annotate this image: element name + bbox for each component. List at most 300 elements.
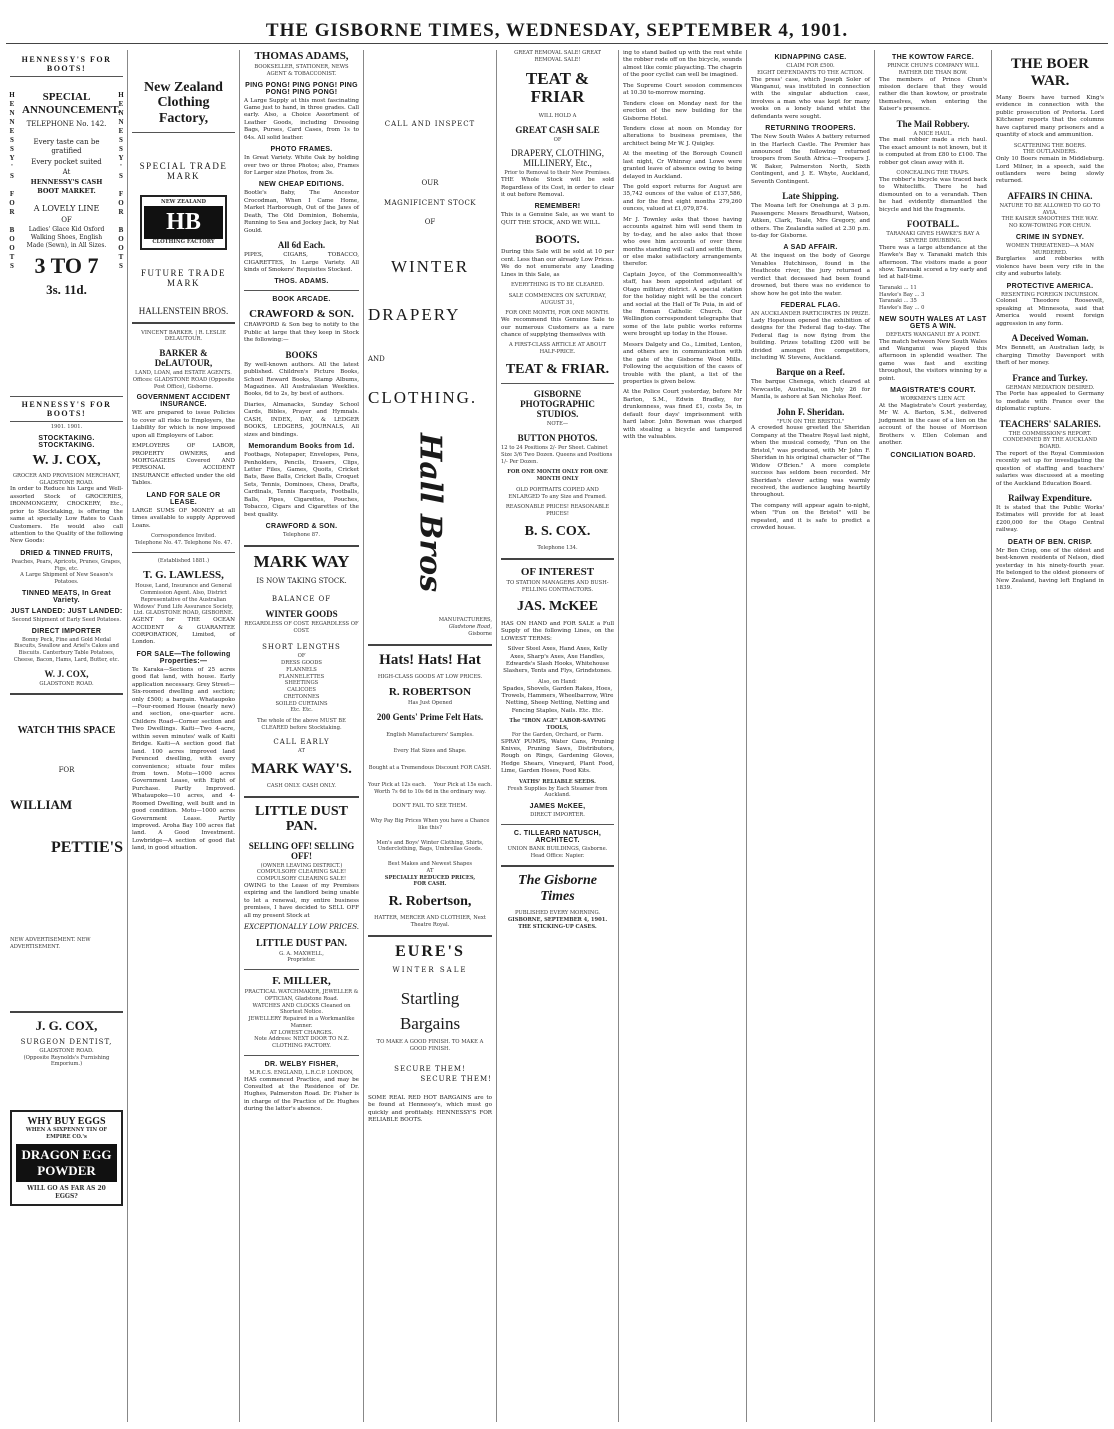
concealing-body: The robber's bicycle was traced back to Whitecliffs. There he had dismounted on to a verandah. Then he had evidently dismantled the bicycle and hid the fragments. xyxy=(879,176,987,213)
eggs-line-2: WHEN A SIXPENNY TIN OF EMPIRE CO.'s xyxy=(25,1127,108,1140)
score-line-3: Taranaki ... 35 xyxy=(879,298,917,305)
our-label: OUR xyxy=(421,179,439,188)
federal-flag: FEDERAL FLAG. xyxy=(780,302,841,309)
potatoes-shipment: A Large Shipment of New Season's Potatoes. xyxy=(20,572,113,586)
at-label-4: AT xyxy=(426,867,434,874)
goods-list-item: SHEETINGS xyxy=(284,680,319,687)
special-trade-mark: SPECIAL TRADE MARK xyxy=(139,161,228,182)
no-kowtowing: NO KOW-TOWING FOR CHUN. xyxy=(1008,223,1092,230)
deceived-body: Mrs Bennett, an Australian lady, is charging Timothy Davenport with theft of her money. xyxy=(996,345,1104,367)
winter-goods: WINTER GOODS xyxy=(265,609,338,620)
condemned-board: CONDEMNED BY THE AUCKLAND BOARD. xyxy=(1002,437,1098,451)
jewellery-repair: JEWELLERY Repaired in a Workmanlike Manner. xyxy=(248,1016,355,1029)
robbery-body: The mail robber made a rich haul. The exact amount is not known, but it is computed at from £80 to £100. The robber got clean away with it. xyxy=(879,137,987,166)
logo-top-text: NEW ZEALAND xyxy=(160,199,206,206)
william-label: WILLIAM xyxy=(10,796,73,812)
bought-discount: Bought at a Tremendous Discount FOR CASH. xyxy=(368,765,492,771)
john-sheridan: John F. Sheridan. xyxy=(776,406,845,417)
at-label: At xyxy=(62,168,71,177)
thomas-adams: THOMAS ADAMS, xyxy=(254,50,349,62)
of-label: OF xyxy=(424,218,436,227)
score-line-2: Hawke's Bay ... 3 xyxy=(879,291,925,298)
future-trade-mark: FUTURE TRADE MARK xyxy=(140,267,227,288)
dentist-address: GLADSTONE ROAD. xyxy=(39,1047,94,1054)
sad-affair: A SAD AFFAIR. xyxy=(783,244,838,252)
also-list: Spades, Shovels, Garden Rakes, Hoes, Trowels, Hammers, Wheelbarrow, Wire Netting, Sheep Netting, Netting and Fencing Staples, Nails. Etc. Etc. xyxy=(501,685,614,714)
federal-flag-body: Lady Hopetoun opened the exhibition of designs for the Federal flag to-day. The Federal flag is now flying from the building. Prizes totalling £200 will be divided amongst five competitors, including W. Stevens, Auckland. xyxy=(751,317,870,361)
taranaki-drubbing: TARANAKI GIVES HAWKE'S BAY A SEVERE DRUBBING. xyxy=(886,231,980,244)
railway-body: It is stated that the Public Works' Estimates will provide for at least £200,000 for the Otago Central railway. xyxy=(996,505,1104,534)
natusch-architect: C. TILLEARD NATUSCH, ARCHITECT. xyxy=(513,829,602,844)
iron-age: The "IRON AGE" LABOR-SAVING TOOLS, xyxy=(509,718,606,732)
pick-price-b: Your Pick at 15s each. xyxy=(433,781,492,788)
cox-name: W. J. COX, xyxy=(32,452,101,468)
mckee-body: HAS ON HAND and FOR SALE a Full Supply of the following Lines, on the LOWEST TERMS: xyxy=(501,620,614,642)
secure-them-2: SECURE THEM! xyxy=(420,1075,492,1084)
bs-cox: B. S. COX. xyxy=(524,523,591,539)
crime-sydney: CRIME IN SYDNEY. xyxy=(1015,233,1085,241)
kidnapping-case: KIDNAPPING CASE. xyxy=(774,54,847,61)
clothing-label: CLOTHING. xyxy=(368,387,478,407)
of-label-2: OF xyxy=(297,653,306,660)
photo-frames-body: In Great Variety. White Oak by holding over two or three Photos; also, Frames for Larger size Photos, from 3s. xyxy=(244,155,359,176)
hennessy-banner-bottom: HENNESSY'S FOR BOOTS! xyxy=(10,396,123,422)
maxwell-proprietor: Proprietor. xyxy=(287,957,316,964)
regardless-of-cost: REGARDLESS OF COST. REGARDLESS OF COST. xyxy=(244,621,359,635)
books-body: By well-known authors. All the latest published. Children's Picture Books, School Reward Books, Stamp Albums, Magazines. All Australasian Weeklies. Books, 6d to 2s, by best of authors. xyxy=(244,361,359,398)
best-makes: Best Makes and Newest Shapes xyxy=(387,861,473,867)
concealing-traps: CONCEALING THE TRAPS. xyxy=(896,170,970,177)
hall-bros-brand: Hall Bros xyxy=(412,432,448,592)
boots-heading: BOOTS. xyxy=(535,232,580,247)
railway-expenditure: Railway Expenditure. xyxy=(1008,493,1092,503)
boer-body: Many Boers have turned King's evidence in connection with the public prosecution of Pretoria. Lord Kitchener reports that the columns have captured many prisoners and a quantity of stock and ammunition. xyxy=(996,95,1104,139)
just-landed: JUST LANDED: JUST LANDED: xyxy=(10,607,123,615)
genuine-sale: This is a Genuine Sale, as we want to QUIT THE STOCK, AND WE WILL. xyxy=(501,212,614,226)
of-interest-sub: TO STATION MANAGERS AND BUSH-FELLING CONTRACTORS. xyxy=(506,579,609,593)
lawless-name: T. G. LAWLESS, xyxy=(143,569,224,582)
short-lengths: SHORT LENGTHS xyxy=(262,642,341,651)
robertson-subtitle: HATTER, MERCER AND CLOTHIER, Next Theatre Royal. xyxy=(374,915,486,929)
score-line-4: Hawke's Bay ... 0 xyxy=(879,305,925,312)
miller-subtitle: PRACTICAL WATCHMAKER, JEWELLER & OPTICIAN, Gladstone Road. xyxy=(244,989,359,1002)
taste-line-2: Every pocket suited xyxy=(31,157,102,166)
cox-subtitle: GROCER AND PROVISION MERCHANT, GLADSTONE ROAD. xyxy=(12,472,121,486)
france-turkey: France and Turkey. xyxy=(1012,372,1088,383)
button-photos: BUTTON PHOTOS. xyxy=(517,433,598,444)
teachers-salaries: TEACHERS' SALARIES. xyxy=(999,418,1101,429)
column-9 xyxy=(992,50,1108,1422)
deceived-woman: A Deceived Woman. xyxy=(1011,333,1089,344)
hennessy-vertical-left: HENNESSY'S FOR BOOTS xyxy=(8,91,16,271)
news-item-2: The Supreme Court session commences at 10.30 to-morrow morning. xyxy=(623,82,742,97)
outlanders-body: Only 10 Boers remain in Middleburg. Lord Milner, in a speech, said the outlanders were being slowly returned. xyxy=(996,156,1104,185)
just-opened: Has Just Opened xyxy=(407,699,453,706)
at-mark: AT xyxy=(298,747,305,754)
selling-off: SELLING OFF! SELLING OFF! xyxy=(248,840,355,861)
logo-bottom-text: CLOTHING FACTORY xyxy=(152,238,215,245)
seed-potatoes: Second Shipment of Early Seed Potatoes. xyxy=(11,616,122,623)
photo-studios: GISBORNE PHOTOGRAPHIC STUDIOS. xyxy=(520,389,595,420)
compulsory-sale: COMPULSORY CLEARING SALE! COMPULSORY CLEARING SALE! xyxy=(256,869,347,883)
news-item-1: ing to stand bailed up with the rest while the robber rode off on the bicycle, sounds almost like comic playacting. The chagrin of the poor cyclist can well be imagined. xyxy=(623,50,742,79)
money-available: LARGE SUMS OF MONEY at all times available to supply Approved Loans. xyxy=(132,507,235,529)
mark-way-subtitle: IS NOW TAKING STOCK. xyxy=(256,577,347,586)
direct-importer-body: Bonny Peck, Fine and Gold Medal Biscuits, Swallow and Ariel's Cakes and Biscuits. Canterbury Table Potatoes, Cheese, Bacon, Hams, Lard, Butter, etc. xyxy=(13,636,120,663)
score-line-1: Taranaki ... 11 xyxy=(879,284,917,291)
goods-list-item: DRESS GOODS xyxy=(281,660,322,666)
cox-signature: W. J. COX, xyxy=(44,668,89,679)
nice-haul: A NICE HAUL. xyxy=(913,130,953,137)
correspondence: Correspondence Invited. xyxy=(150,533,217,540)
news-item-7: Mr J. Townley asks that those having accounts against him will send them in by to-day, and he also asks that those who owe him accounts of over three months standing will call and settle them, or else make satisfactory arrangements therefor. xyxy=(623,216,743,268)
news-item-6: The gold export returns for August are 35,742 ounces of the value of £137,586, and for the first eight months 279,260 ounces, valued at £1,079,874. xyxy=(623,184,742,213)
teat-friar-2: TEAT & FRIAR. xyxy=(505,361,610,377)
hennessy-banner-top: HENNESSY'S FOR BOOTS! xyxy=(10,55,123,77)
mens-clothing: Men's and Boys' Winter Clothing, Shirts, Underclothing, Bags, Umbrellas Goods. xyxy=(376,839,484,853)
news-item-5: At the meeting of the Borough Council last night, Cr Whinray and Lowe were granted leave of absence owing to being delayed in Auckland. xyxy=(623,151,742,180)
dont-fail: DON'T FAIL TO SEE THEM. xyxy=(392,803,468,810)
kidnapping-body: The press' case, which Joseph Soler of Wanganui, was instituted in connection with the singular abduction case, involves a man who was kept for many weeks on a lonely island whilst the defendants were sought. xyxy=(751,76,870,120)
crawford-list: Diaries, Almanacks, Sunday School Cards, Bibles, Prayer and Hymnals. CASH, INDEX, DAY, & LEDGER BOOKS, LEDGERS, JOURNALS, All sizes and bindings. xyxy=(244,401,359,438)
mark-ways: MARK WAY'S. xyxy=(251,760,352,777)
accident-insurance: GOVERNMENT ACCIDENT INSURANCE. xyxy=(136,394,231,409)
crawford-signature: CRAWFORD & SON. xyxy=(265,523,338,530)
federal-flag-sub: AN AUCKLANDER PARTICIPATES IN PRIZE. xyxy=(751,311,870,317)
winter-label: WINTER xyxy=(390,256,470,276)
winter-sale: WINTER SALE xyxy=(392,966,468,975)
high-class-goods: HIGH-CLASS GOODS AT LOW PRICES. xyxy=(377,674,483,680)
magnificent-stock: MAGNIFICENT STOCK xyxy=(383,198,477,207)
new-advertisement: NEW ADVERTISEMENT. NEW ADVERTISEMENT. xyxy=(10,937,91,950)
will-hold: WILL HOLD A xyxy=(538,112,577,119)
hennessy-telephone: TELEPHONE No. 142. xyxy=(26,120,107,129)
special-announcement: SPECIAL ANNOUNCEMENT. xyxy=(22,91,121,116)
boer-war: THE BOER WAR. xyxy=(1011,56,1089,89)
kaiser-smoothes: THE KAISER SMOOTHES THE WAY. xyxy=(1001,216,1099,223)
lowest-charges: AT LOWEST CHARGES. xyxy=(269,1029,334,1036)
reliable-seeds: VATHS' RELIABLE SEEDS. xyxy=(519,778,596,785)
nsw-win: NEW SOUTH WALES AT LAST GETS A WIN. xyxy=(879,315,987,330)
bs-cox-telephone: Telephone 134. xyxy=(537,545,578,552)
miller-address: Note Address: NEXT DOOR TO N.Z. CLOTHING FACTORY. xyxy=(254,1036,349,1050)
ping-pong: PING PONG! PING PONG! PING PONG! PING PONG! xyxy=(245,81,358,96)
direct-importer-5: DIRECT IMPORTER. xyxy=(530,812,585,819)
for-label: FOR xyxy=(58,766,75,775)
watch-this-space: WATCH THIS SPACE xyxy=(17,725,116,737)
boots-body: During this Sale will be sold at 10 per cent. Less than our already Low Prices. We do not enumerate any Leading Lines in this Sale, as xyxy=(501,249,614,278)
nsw-body: The match between New South Wales and Wanganui was played this afternoon in splendid weather. The game was fast and exciting throughout, the visitors winning by a point. xyxy=(879,338,987,382)
photo-frames: PHOTO FRAMES. xyxy=(270,146,333,154)
pettie-label: PETTIE'S xyxy=(50,838,123,856)
scattering-boers: SCATTERING THE BOERS. xyxy=(1013,142,1087,149)
spray-pumps: SPRAY PUMPS, Water Cans, Pruning Knives, Pruning Saws, Distributors, Rough on Rings, Gardening Gloves, Hedge Shears, Vineyard, Plant Food, Lime, Garden Hoses, Food Kits. xyxy=(501,738,614,775)
book-arcade: BOOK ARCADE. xyxy=(272,296,331,304)
goods-list-item: FLANNELS xyxy=(286,666,317,673)
mark-way: MARK WAY xyxy=(253,551,350,571)
cox-signature-address: GLADSTONE ROAD. xyxy=(39,680,94,687)
great-cash-sale: GREAT CASH SALE xyxy=(515,124,600,135)
iron-age-sub: For the Garden, Orchard, or Farm. xyxy=(511,731,604,738)
worth-label: Worth 7s 6d to 10s 6d in the ordinary way. xyxy=(374,788,486,795)
crime-body: Burglaries and robberies with violence have been very rife in the city and suburbs lately. xyxy=(996,256,1104,278)
great-removal-sale: GREAT REMOVAL SALE! GREAT REMOVAL SALE! xyxy=(514,50,601,63)
mckee-list: Silver Steel Axes, Hand Axes, Kelly Axes, Sharp's Axes, Axe Handles, Edwards's Slash Hooks, Whitehouse Slashers, Tents and Flys, Grindstones. xyxy=(503,646,612,675)
robertson-name: R. ROBERTSON xyxy=(388,685,472,698)
column-1 xyxy=(6,50,128,1422)
masthead xyxy=(0,0,1114,46)
for-one-month-2: FOR ONE MONTH ONLY FOR ONE MONTH ONLY xyxy=(507,469,608,483)
barker-office: Offices: GLADSTONE ROAD (Opposite Post Office), Gisborne. xyxy=(132,376,235,390)
why-pay: Why Pay Big Prices When you have a Chance like this? xyxy=(370,818,490,831)
removal-body: THE Whole Stock will be sold Regardless of its Cost, in order to clear it out before Removal. xyxy=(501,177,614,198)
dried-fruits-list: Peaches, Pears, Apricots, Prunes, Grapes, Figs, etc. xyxy=(11,558,122,572)
of-label-5: OF xyxy=(553,136,562,143)
magistrates-court: MAGISTRATE'S COURT. xyxy=(890,387,976,395)
sad-affair-body: At the inquest on the body of George Venables Hutchinson, found in the Heathcote river, the jury returned a verdict that deceased had been found drowned, but there was no evidence to show how he got into the water. xyxy=(751,253,870,297)
dentist-name: J. G. COX, xyxy=(35,1017,98,1033)
returning-body: The New South Wales A battery returned in the Harlech Castle. The Premier has announced the following returned troopers from South Africa:—Troopers J. W. Baker, Palmerston North, Sixth Contingent, and J. E. Whyte, Auckland, Seventh Contingent. xyxy=(751,134,870,185)
nz-clothing-factory: New Zealand Clothing Factory, xyxy=(144,80,223,126)
eggs-line-4: WILL GO AS FAR AS 20 EGGS? xyxy=(27,1184,106,1200)
lovely-line: A LOVELY LINE xyxy=(33,204,100,213)
cheap-editions-body: Bootle's Baby, The Ancestor Crocodman, When I Came Home, Market Harborough, Out of the Jaws of Death, The Old Dominion, Bohemia, Running to Sea and Jockey Jack, by Nat Gould. xyxy=(244,190,359,234)
fisher-subtitle: M.R.C.S. ENGLAND, L.R.C.P. LONDON, xyxy=(249,1069,354,1076)
goods-list-item: Etc. Etc. xyxy=(290,707,313,714)
reduced-prices: SPECIALLY REDUCED PRICES, xyxy=(384,874,476,881)
goods-list-item: FLANNELETTES xyxy=(278,673,325,680)
seeds-sub: Fresh Supplies by Each Steamer from Auckland. xyxy=(507,785,608,799)
barque-on-reef: Barque on a Reef. xyxy=(776,367,845,378)
lawless-agent: AGENT for THE OCEAN ACCIDENT & GUARANTEE CORPORATION, Limited, of London. xyxy=(132,617,235,646)
late-shipping: Late Shipping. xyxy=(782,191,839,202)
everything-cleared: EVERYTHING IS TO BE CLEARED. xyxy=(511,282,604,289)
little-dust-pan-2: LITTLE DUST PAN. xyxy=(255,937,348,949)
memo-books: Memorandum Books from 1d. xyxy=(248,443,355,451)
kowtow-farce: THE KOWTOW FARCE. xyxy=(892,54,974,61)
resenting-incursion: RESENTING FOREIGN INCURSION. xyxy=(1001,291,1099,298)
cash-only: CASH ONLY. CASH ONLY. xyxy=(266,783,337,790)
column-4 xyxy=(364,50,497,1422)
bargains: Bargains xyxy=(399,1013,461,1033)
cash-boot-market: HENNESSY'S CASH BOOT MARKET. xyxy=(30,178,103,196)
news-item-4: Tenders close at noon on Monday for alterations to business premises, the architect being Mr W. J. Quigley. xyxy=(623,125,742,147)
shipping-body: The Moana left for Onehunga at 3 p.m. Passengers: Messrs Broadhurst, Watson, Aitken, Clark, Teale, Mrs Gregory, and others. The Zealandia sailed at 2.30 p.m. to-day for Gisborne. xyxy=(751,203,870,239)
conciliation-board: CONCILIATION BOARD. xyxy=(890,451,976,459)
nature-allowed: NATURE TO BE ALLOWED TO GO TO AVIA. xyxy=(999,202,1101,216)
clearance-note: The whole of the above MUST BE CLEARED before Stocktaking. xyxy=(257,718,346,731)
news-item-10: At the Police Court yesterday, before Mr Barton, S.M., Edwin Bradley, for drunkenness, was fined £1, costs 5s, in default four days' imprisonment with hard labor. John Bowman was charged with stealing a bicycle and tampered with the valuables. xyxy=(623,389,742,440)
teat-friar: TEAT & FRIAR xyxy=(525,68,590,107)
egg-powder-ad xyxy=(10,1110,123,1206)
price-amount: 3s. 11d. xyxy=(46,281,87,297)
german-mediation: GERMAN MEDIATION DESIRED. xyxy=(1005,384,1095,391)
secure-them: SECURE THEM! xyxy=(394,1064,466,1073)
miller-name: F. MILLER, xyxy=(272,975,331,988)
column-3 xyxy=(240,50,364,1422)
and-label: AND xyxy=(368,355,385,364)
of-label: OF xyxy=(61,215,72,224)
workmens-lien: WORKMEN'S LIEN ACT. xyxy=(900,396,966,403)
red-hot-bargains: SOME REAL RED HOT BARGAINS are to be found at Hennessy's, which must go quickly and profitably. HENNESSY'S FOR RELIABLE BOOTS. xyxy=(368,1094,492,1123)
mckee-signature: JAMES McKEE, xyxy=(529,803,586,811)
pick-price-a: Your Pick at 12s each. xyxy=(368,781,427,788)
fisher-body: HAS commenced Practice, and may be Consulted at the Residence of Dr. Hughes, Palmerston Road. Dr. Fisher is in charge of the Practice of Dr. Hughes during the latter's absence. xyxy=(244,1076,359,1113)
lawless-subtitle: House, Land, Insurance and General Commission Agent. Also, District Representative of the Australian Widows' Fund Life Assurance Society, Ltd. GLADSTONE ROAD, GISBORNE. xyxy=(133,583,234,617)
barker-subtitle: LAND, LOAN, and ESTATE AGENTS. xyxy=(135,370,232,377)
remember: REMEMBER! xyxy=(534,203,581,211)
crawford-body: CRAWFORD & Son beg to notify to the Public at large that they keep in Stock the following:— xyxy=(244,322,359,344)
goods-list xyxy=(244,660,359,714)
shoes-description: Ladies' Glace Kid Oxford Walking Shoes, English Made (Sewn), in All Sizes. xyxy=(26,226,107,250)
for-cash: FOR CASH. xyxy=(413,881,447,888)
football-body: There was a large attendance at the Hawke's Bay v. Taranaki match this afternoon. The visitors made a poor show. Taranaki scored a try early and led at half-time. xyxy=(879,244,987,281)
also-on-hand: Also, on Hand: xyxy=(538,678,577,685)
football: FOOTBALL. xyxy=(906,219,960,230)
watches-clocks: WATCHES AND CLOCKS Cleaned on Shortest Notice. xyxy=(252,1002,351,1016)
pick-prices xyxy=(368,782,492,789)
news-item-8: Captain Joyce, of the Commonwealth's staff, has been appointed adjutant of Otago military district. A special station for the holiday night will be the concert and social at the Hall of Te Puia, in aid of the Roman Catholic Church. Our Wellington correspondent telegraphs that some of the late public works reforms were brought up today in the House. xyxy=(623,271,742,338)
union-bank: UNION BANK BUILDINGS, Gisborne. xyxy=(507,845,608,852)
barker-delautour: BARKER & DeLAUTOUR, xyxy=(154,348,213,369)
column-7 xyxy=(747,50,875,1422)
owing-text: OWING to the Lease of my Premises expiring and the landlord being unable to let a renewal, my entire business premises, I have decided to SELL OFF all my present Stock at xyxy=(244,882,359,919)
column-2 xyxy=(128,50,240,1422)
insurance-body: WE are prepared to issue Policies to cover all risks to Employers, the Liability for which is now imposed upon all Employers of Labor. xyxy=(132,410,235,439)
first-class-article: A FIRST-CLASS ARTICLE AT ABOUT HALF-PRICE. xyxy=(508,342,607,356)
death-ben-crisp: DEATH OF BEN. CRISP. xyxy=(1007,538,1093,546)
felt-hats: 200 Gents' Prime Felt Hats. xyxy=(376,711,484,722)
call-and-inspect: CALL AND INSPECT xyxy=(384,120,476,128)
employers-text: EMPLOYERS OF LABOR, PROPERTY OWNERS, and MORTGAGEES Covered AND PERSONAL ACCIDENT INSURANCE effected under the old Tables. xyxy=(132,443,235,487)
goods-list-item: SOILED CURTAINS xyxy=(275,700,328,707)
protective-body: Colonel Theodore Roosevelt, speaking at Minnesota, said that America would resent foreign aggression in any form. xyxy=(996,298,1104,327)
exceptionally-low: EXCEPTIONALLY LOW PRICES. xyxy=(244,923,359,932)
kowtow-body: The members of Prince Chun's mission declare that they would rather die than kowtow, or prostrate themselves, when entering the Kaiser's presence. xyxy=(879,76,987,113)
balance-of: BALANCE OF xyxy=(271,594,332,603)
gladstone-road: Gladstone Road, xyxy=(448,624,492,630)
eggs-line-3: DRAGON EGG POWDER xyxy=(16,1144,117,1182)
adams-signature: THOS. ADAMS. xyxy=(274,278,329,286)
taste-line-1: Every taste can be gratified xyxy=(33,137,100,156)
women-threatened: WOMEN THREATENED—A MAN MURDERED. xyxy=(1006,242,1094,256)
hennessy-vertical-right: HENNESSY'S FOR BOOTS xyxy=(117,91,125,271)
maxwell-name: G. A. MAXWELL, xyxy=(279,950,324,957)
sticking-up-cases: THE STICKING-UP CASES. xyxy=(518,923,597,930)
cheap-editions: NEW CHEAP EDITIONS. xyxy=(258,181,345,189)
land-for-sale: LAND FOR SALE OR LEASE. xyxy=(146,491,221,506)
outlanders: THE OUTLANDERS. xyxy=(1022,149,1078,156)
jas-mckee: JAS. McKEE xyxy=(517,599,598,615)
prior-to-removal: Prior to Removal to their New Premises. xyxy=(504,170,611,177)
memo-body: Footbags, Notepaper, Envelopes, Pens, Penholders, Pencils, Erasers, Clips, Letter Files, Games, Quoits, Cricket Bats, Base Balls, Cricket Balls, Croquet Sets, Tennis, Dominoes, Chess, Drafts, Cardinals, Tennis Racquets, Footballs, Balls, Pipes, Cigarettes, Pouches, Tobacco, Cigars and Cigarettes of the best quality. xyxy=(244,452,359,518)
eggs-line-1: WHY BUY EGGS xyxy=(27,1116,106,1128)
news-item-3: Tenders close on Monday next for the erection of the new building for the Gisborne Hotel. xyxy=(623,100,742,122)
magistrate-body: At the Magistrate's Court yesterday, Mr W. A. Barton, S.M., delivered judgment in the case of a lien on the account of the house of Morrison Brothers v. Ellen Coleman and another. xyxy=(879,402,987,447)
old-portraits: OLD PORTRAITS COPIED AND ENLARGED To any Size and Framed. xyxy=(508,486,607,500)
barque-body: The barque Chenega, which cleared at Newcastle, Australia, on July 26 for Manila, is ashore at San Nicholas Reef. xyxy=(751,379,870,401)
for-one-month: FOR ONE MONTH, FOR ONE MONTH. xyxy=(505,310,610,317)
fisher-name: DR. WELBY FISHER, xyxy=(264,1060,339,1068)
adams-body: A Large Supply at this most fascinating Game just to hand, in three grades. Call early. Also, a Choice Assortment of Leather Goods, including Dressing Bags, Purses, Card Cases, from 1s to 64s. All solid leather. xyxy=(244,97,359,141)
mail-robbery: The Mail Robbery. xyxy=(896,118,970,129)
every-hat-size: Every Hat Sizes and Shape. xyxy=(393,748,467,755)
affairs-china: AFFAIRS IN CHINA. xyxy=(1007,190,1093,201)
hennessy-ad xyxy=(10,91,123,391)
dried-fruits: DRIED & TINNED FRUITS, xyxy=(20,549,113,557)
column-8 xyxy=(875,50,992,1422)
make-good-finish: TO MAKE A GOOD FINISH. TO MAKE A GOOD FINISH. xyxy=(376,1039,484,1053)
barker-partners: VINCENT BARKER. | R. LESLIE DELAUTOUR. xyxy=(141,329,226,343)
eures-heading: EURE'S xyxy=(395,942,465,960)
dentist-location: (Opposite Reynolds's Furnishing Emporium.) xyxy=(23,1054,110,1068)
gisborne-times-title: The Gisborne Times xyxy=(518,873,597,904)
startling: Startling xyxy=(400,988,460,1008)
properties-list: Te Karaka—Sections of 25 acres good flat land, with house. Early application necessary. Grey Street—Six-roomed dwelling and section; only £500; a bargain. Whataupoko—Four-roomed House (nearly new) and section, one-quarter acre. Childers Road—Corner section and Two Dwellings. Kaiti—Two 4-acre, within seven minutes' walk of Kaiti Bridge. Kaiti—A section good flat land. 100 acres improved land Ferenced dwelling, with every convenience; situate four miles from town. Motu—1000 acres Government Lease, with Eight of Purchase. Partly Improved. Whataupoko—10 acres, and 4-Roomed Dwelling, well built and in good condition. Motu—1000 acres Government Lease. Partly improved. Aroha Bay 100 acres flat land. A Good Investment. Lowbridge—A section of good flat land, in good situation. xyxy=(132,666,236,852)
crawford-telephone: Telephone 87. xyxy=(283,532,320,538)
tinned-meats: TINNED MEATS, In Great Variety. xyxy=(22,589,111,604)
price-sizes: 3 TO 7 xyxy=(34,252,99,278)
newspaper-title: THE GISBORNE TIMES, WEDNESDAY, SEPTEMBER 4, 1901. xyxy=(265,20,849,41)
defeats-wanganui: DEFEATS WANGANUI BY A POINT. xyxy=(885,331,981,338)
fun-on-bristol: "FUN ON THE BRISTOL" xyxy=(776,418,845,425)
reasonable-prices: REASONABLE PRICES! REASONABLE PRICES! xyxy=(505,504,610,518)
gisborne-label: Gisborne xyxy=(468,630,492,637)
photo-prices: 12 to 24 Positions 2/- Per Sheet. Cabinet Size 3/6 Two Dozen. Queens and Positions 1/- Per Dozen. xyxy=(501,445,613,465)
protective-america: PROTECTIVE AMERICA. xyxy=(1006,282,1094,290)
little-dust-pan: LITTLE DUST PAN. xyxy=(255,803,348,835)
english-samples: English Manufacturers' Samples. xyxy=(386,731,474,738)
sheridan-body: A crowded house greeted the Sheridan Company at the Theatre Royal last night, when the musical comedy, "Fun on the Bristol," was produced, with Mr John F. Sheridan in his original character of "The Widow O'Brien." A more complete success has seldom been recorded. Mr Sheridan's clever acting was warmly received, the audience laughing heartily throughout. xyxy=(751,425,870,499)
properties-for-sale: FOR SALE—The following Properties:— xyxy=(136,650,231,665)
sheridan-more: The company will appear again to-night, when "Fun on the Bristol" will be repeated, and it is safe to predict a crowded house. xyxy=(751,502,870,532)
stocktaking-heading: STOCKTAKING. STOCKTAKING. xyxy=(38,434,95,449)
hats-heading: Hats! Hats! Hat xyxy=(379,651,481,668)
goods-list-item: CALICOES xyxy=(287,687,316,693)
manufacturers: MANUFACTURERS, xyxy=(438,617,492,624)
drapery-label: DRAPERY xyxy=(368,305,461,325)
crawford-son: CRAWFORD & SON. xyxy=(249,308,354,321)
pipes-cigars: PIPES, CIGARS, TOBACCO, CIGARETTES, In Large Variety. All kinds of Smokers' Requisites Stocked. xyxy=(244,252,359,273)
of-interest: OF INTEREST xyxy=(520,565,595,578)
head-office: Head Office: Napier. xyxy=(530,852,585,859)
direct-importer: DIRECT IMPORTER xyxy=(31,627,102,635)
masthead-rule xyxy=(6,43,1108,44)
sale-commences: SALE COMMENCES ON SATURDAY, AUGUST 31, xyxy=(508,292,607,306)
note-label: NOTE— xyxy=(546,421,569,428)
books-heading: BOOKS xyxy=(285,349,318,360)
lawless-established: (Established 1881.) xyxy=(157,557,210,564)
column-5 xyxy=(497,50,619,1422)
adams-subtitle: BOOKSELLER, STATIONER, NEWS AGENT & TOBACCONIST. xyxy=(254,64,349,77)
dateline: GISBORNE, SEPTEMBER 4, 1901. xyxy=(507,916,608,923)
owner-leaving: (OWNER LEAVING DISTRICT.) xyxy=(260,862,343,869)
teachers-body: The report of the Royal Commission recently set up for investigating the question of staffing and teachers' salaries was discussed at a meeting of the Auckland Education Board. xyxy=(996,450,1104,487)
sixpence-each: All 6d Each. xyxy=(277,240,326,251)
news-item-9: Messrs Dalgety and Co., Limited, Lenton, and others are in communication with the gate of the Gisborne Wool Mills. Following the acquisition of the cases of trouble with the plant, a list of the properties is given below. xyxy=(623,341,742,385)
hb-trademark-logo xyxy=(140,195,227,250)
goods-list-item: CRETONNES xyxy=(283,693,320,700)
crisp-body: Mr Ben Crisp, one of the oldest and best-known residents of Nelson, died yesterday in his ninety-fourth year. He belonged to the oldest pioneers of New Zealand, having left England in 1839. xyxy=(996,547,1104,591)
cox-body: In order to Reduce his Large and Well-assorted Stock of GROCERIES, IRONMONGERY, CROCKERY, Etc., prior to Stocktaking, is offering the same at specially Low Rates to Cash Customers. He would also call attention to the Quality of the following New Goods: xyxy=(10,486,123,545)
recommend-text: We recommend this Genuine Sale to our numerous Customers as a rare chance of supplying themselves with xyxy=(501,317,614,338)
france-body: The Porte has appealed to Germany to mediate with France over the diplomatic rupture. xyxy=(996,391,1104,413)
returning-troopers: RETURNING TROOPERS. xyxy=(765,125,856,133)
robertson-signature: R. Robertson, xyxy=(388,894,472,909)
barker-telephone: Telephone No. 47. Telephone No. 47. xyxy=(134,539,233,546)
claim-amount: CLAIM FOR £500. xyxy=(786,63,835,69)
published-every-morning: PUBLISHED EVERY MORNING. xyxy=(514,910,601,917)
